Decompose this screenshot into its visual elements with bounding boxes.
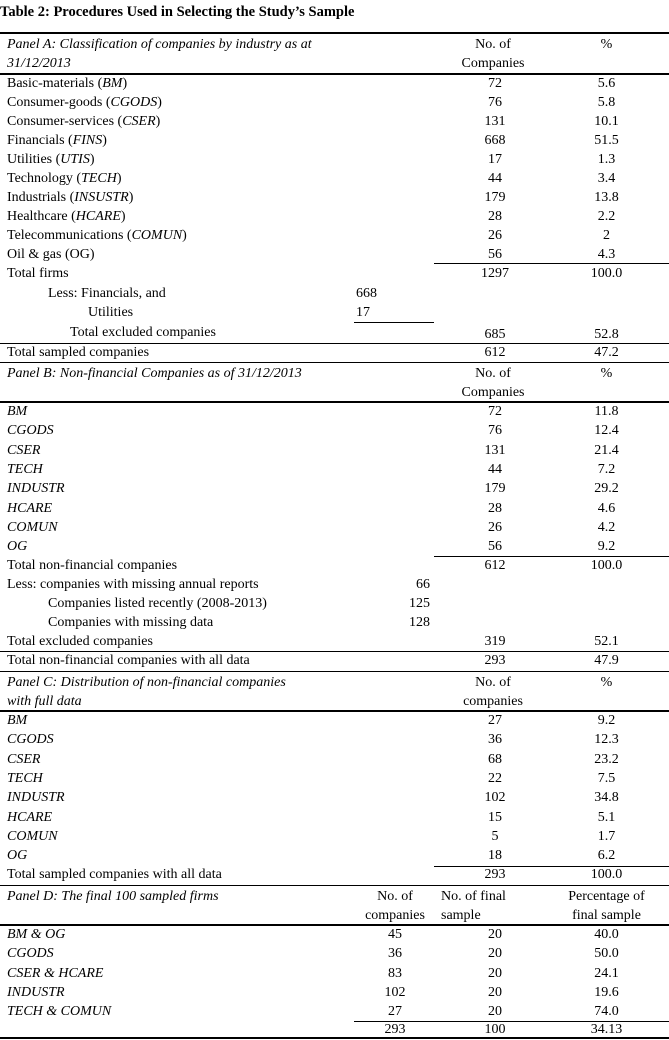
panel-a-less-financials-row (0, 284, 669, 304)
panel-c-title-line1: Panel C: Distribution of non-financial companies (7, 675, 286, 690)
row-percent: 51.5 (594, 133, 619, 148)
row-label: OG (7, 848, 28, 864)
row-percent: 21.4 (594, 442, 619, 458)
row-percent: 74.0 (594, 1004, 619, 1020)
row-count: 15 (488, 809, 502, 825)
row-count: 28 (488, 500, 502, 516)
panel-d-col2-line1: No. of final (441, 889, 506, 904)
row-value: 17 (356, 305, 370, 320)
row-percent: 100.0 (590, 867, 623, 882)
panel-b-end-rule (0, 671, 669, 672)
row-percent: 7.2 (597, 461, 616, 477)
row-percent: 19.6 (594, 984, 619, 1000)
industry-close: ) (102, 133, 107, 148)
row-percent: 34.13 (590, 1022, 623, 1037)
row-label: TECH (7, 770, 43, 786)
row-final: 20 (488, 984, 502, 1000)
row-final: 20 (488, 1004, 502, 1020)
row-percent: 7.5 (597, 770, 616, 786)
row-label: Total excluded companies (70, 325, 216, 340)
industry-close: ) (155, 114, 161, 129)
row-label: HCARE (7, 809, 53, 825)
row-count: 72 (488, 404, 502, 419)
row-label: CGODS (7, 423, 54, 439)
row-final: 100 (484, 1022, 506, 1037)
row-count: 76 (488, 423, 502, 439)
row-count: 5 (491, 828, 499, 844)
row-count: 179 (484, 481, 506, 497)
row-count: 131 (484, 114, 506, 129)
panel-d-row (0, 925, 669, 945)
industry-close: ) (89, 152, 95, 167)
row-companies: 27 (388, 1004, 402, 1020)
panel-d-col2-line2: sample (441, 908, 481, 923)
row-count: 44 (488, 171, 502, 186)
panel-c-row (0, 730, 669, 750)
row-count: 44 (488, 461, 502, 477)
row-label: INDUSTR (7, 984, 65, 1000)
row-count: 293 (484, 653, 506, 668)
panel-a-col-no-line2: Companies (461, 56, 525, 71)
row-label: BM (7, 404, 28, 419)
row-percent: 10.1 (594, 114, 619, 129)
row-label: Total non-financial companies (7, 558, 178, 573)
panel-a-row (0, 169, 669, 189)
row-percent: 47.9 (594, 653, 619, 668)
row-companies: 83 (388, 965, 402, 981)
row-label: CGODS (7, 732, 54, 748)
row-percent: 100.0 (590, 266, 623, 281)
row-count: 27 (488, 713, 502, 728)
row-final: 20 (488, 965, 502, 981)
panel-d-row (0, 983, 669, 1003)
row-label: Companies with missing data (48, 615, 214, 630)
panel-a-total-excluded-values (0, 322, 669, 342)
row-count: 26 (488, 228, 502, 243)
row-count: 76 (488, 95, 502, 110)
row-percent: 13.8 (594, 190, 619, 205)
row-label: INDUSTR (7, 790, 65, 806)
row-label: Utilities (88, 305, 134, 320)
panel-d-col3-line1: Percentage of (568, 889, 645, 904)
panel-c-row (0, 750, 669, 770)
panel-a-row (0, 131, 669, 151)
panel-c-total-row (0, 865, 669, 885)
row-percent: 47.2 (594, 345, 619, 360)
panel-c-col-no-line1: No. of (475, 675, 511, 690)
row-percent: 12.4 (594, 423, 619, 439)
row-count: 131 (484, 442, 506, 458)
panel-c-row (0, 769, 669, 789)
panel-a-row (0, 226, 669, 246)
row-label: TECH & COMUN (7, 1004, 112, 1020)
row-count: 612 (484, 558, 506, 573)
row-label: CSER (7, 751, 41, 767)
panel-b-col-no-line2: Companies (461, 385, 525, 400)
panel-c-row (0, 808, 669, 828)
industry-name: Consumer-services ( (7, 114, 123, 129)
row-value: 66 (416, 577, 430, 592)
row-percent: 34.8 (594, 790, 619, 806)
top-rule (0, 32, 669, 34)
row-label: BM & OG (7, 927, 66, 942)
industry-name: Industrials ( (7, 190, 75, 205)
industry-abbr: INSUSTR (74, 190, 129, 205)
row-percent: 52.8 (594, 327, 619, 342)
panel-b-total-nonfin-row (0, 556, 669, 576)
industry-name: Basic-materials ( (7, 76, 103, 91)
panel-a-row (0, 93, 669, 113)
row-value: 125 (409, 596, 430, 611)
industry-name: Financials ( (7, 133, 73, 148)
row-value: 668 (356, 286, 377, 301)
panel-a-total-firms-row (0, 264, 669, 284)
row-percent: 23.2 (594, 751, 619, 767)
row-label (7, 207, 126, 227)
panel-c-row (0, 827, 669, 847)
industry-abbr: BM (102, 76, 123, 91)
table-title: Table 2: Procedures Used in Selecting the Study’s Sample (0, 4, 355, 20)
row-count: 1297 (481, 266, 509, 281)
panel-b-row (0, 537, 669, 557)
row-count: 293 (484, 867, 506, 882)
row-label (7, 112, 160, 132)
row-percent: 1.7 (597, 828, 616, 844)
row-percent: 40.0 (594, 927, 619, 942)
row-label: Less: companies with missing annual reports (7, 577, 259, 592)
row-percent: 2 (603, 228, 610, 243)
row-value: 128 (409, 615, 430, 630)
row-count: 102 (484, 790, 506, 806)
panel-d-col1-line1: No. of (377, 889, 413, 904)
row-label (7, 245, 95, 265)
industry-close: ) (157, 95, 162, 110)
row-percent: 9.2 (597, 713, 616, 728)
row-count: 36 (488, 732, 502, 748)
panel-b-missing-data-row (0, 613, 669, 633)
panel-b-row (0, 441, 669, 461)
row-count: 56 (488, 247, 502, 262)
row-label: INDUSTR (7, 481, 65, 497)
panel-d-col1-line2: companies (365, 908, 425, 923)
row-label: Total sampled companies (7, 345, 150, 360)
industry-name: Telecommunications ( (7, 228, 132, 243)
row-percent: 4.6 (597, 500, 616, 516)
panel-b-row (0, 460, 669, 480)
industry-close: ) (122, 76, 128, 91)
row-count: 685 (484, 327, 506, 342)
row-count: 179 (484, 190, 506, 205)
row-label (7, 169, 122, 189)
industry-abbr: CGODS (110, 95, 158, 110)
row-label: Companies listed recently (2008-2013) (48, 596, 267, 611)
panel-d-row (0, 1002, 669, 1022)
industry-abbr: HCARE (75, 209, 121, 224)
industry-abbr: CSER (122, 114, 156, 129)
panel-c-end-rule (0, 885, 669, 886)
row-label: OG (7, 539, 28, 555)
row-percent: 5.8 (597, 95, 616, 110)
row-label: Total excluded companies (7, 634, 153, 649)
industry-close: ) (128, 190, 134, 205)
industry-name: Consumer-goods ( (7, 95, 111, 110)
row-label: Less: Financials, and (48, 286, 166, 301)
panel-a-title-line1: Panel A: Classification of companies by industry as at (7, 37, 312, 52)
industry-name: Utilities ( (7, 152, 61, 167)
panel-d-title: Panel D: The final 100 sampled firms (7, 889, 219, 904)
panel-c-row (0, 711, 669, 731)
row-count: 668 (484, 133, 506, 148)
panel-a-total-sampled-row (0, 343, 669, 363)
row-label: Total firms (7, 266, 69, 281)
panel-c-title-line2: with full data (7, 694, 82, 709)
panel-b-row (0, 421, 669, 441)
industry-close: ) (182, 228, 187, 243)
row-percent: 9.2 (597, 539, 616, 555)
panel-c-col-no-line2: companies (463, 694, 523, 709)
row-count: 72 (488, 76, 502, 91)
panel-a-row (0, 112, 669, 132)
row-label: CSER & HCARE (7, 965, 104, 981)
row-count: 18 (488, 848, 502, 864)
row-count: 612 (484, 345, 506, 360)
row-percent: 4.2 (597, 519, 616, 535)
panel-c-col-pct: % (600, 675, 613, 690)
row-label (7, 74, 127, 94)
row-label (7, 188, 133, 208)
row-final: 20 (488, 946, 502, 962)
row-percent: 4.3 (597, 247, 616, 262)
panel-b-row (0, 479, 669, 499)
panel-b-total-excluded-row (0, 632, 669, 652)
row-label: CGODS (7, 946, 54, 962)
panel-a-row (0, 245, 669, 265)
row-percent: 29.2 (594, 481, 619, 497)
row-label (7, 131, 107, 151)
row-label: TECH (7, 461, 43, 477)
row-percent: 6.2 (597, 848, 616, 864)
row-count: 68 (488, 751, 502, 767)
industry-name: Healthcare ( (7, 209, 76, 224)
row-percent: 5.6 (597, 76, 616, 91)
panel-a-title-line2: 31/12/2013 (7, 56, 71, 71)
row-percent: 12.3 (594, 732, 619, 748)
row-final: 20 (488, 927, 502, 942)
panel-b-title: Panel B: Non-financial Companies as of 31/12/2013 (7, 366, 302, 381)
panel-c-row (0, 846, 669, 866)
row-count: 56 (488, 539, 502, 555)
panel-a-end-rule (0, 362, 669, 363)
row-percent: 50.0 (594, 946, 619, 962)
row-percent: 11.8 (594, 404, 619, 419)
row-count: 22 (488, 770, 502, 786)
row-label: Total sampled companies with all data (7, 867, 222, 882)
row-label: CSER (7, 442, 41, 458)
row-count: 28 (488, 209, 502, 224)
panel-d-row (0, 964, 669, 984)
panel-d-col3-line2: final sample (572, 908, 641, 923)
panel-a-row (0, 150, 669, 170)
panel-b-col-pct: % (600, 366, 613, 381)
industry-close: ) (120, 209, 126, 224)
industry-name: Oil & gas (OG) (7, 247, 95, 262)
row-percent: 3.4 (597, 171, 616, 186)
row-companies: 293 (384, 1022, 406, 1037)
panel-b-row (0, 402, 669, 422)
panel-b-col-no-line1: No. of (475, 366, 511, 381)
panel-b-less-missing-row (0, 575, 669, 595)
row-label (7, 150, 95, 170)
row-count: 17 (488, 152, 502, 167)
row-companies: 36 (388, 946, 402, 962)
row-count: 26 (488, 519, 502, 535)
panel-c-row (0, 788, 669, 808)
industry-abbr: UTIS (60, 152, 90, 167)
panel-a-less-utilities-row (0, 303, 669, 323)
row-count: 319 (484, 634, 506, 649)
panel-b-total-alldata-row (0, 651, 669, 671)
row-percent: 1.3 (597, 152, 616, 167)
panel-d-row (0, 944, 669, 964)
panel-a-col-pct: % (600, 37, 613, 52)
row-percent: 100.0 (590, 558, 623, 573)
row-companies: 45 (388, 927, 402, 942)
row-companies: 102 (384, 984, 406, 1000)
industry-abbr: FINS (72, 133, 103, 148)
industry-abbr: COMUN (131, 228, 183, 243)
panel-a-col-no-line1: No. of (475, 37, 511, 52)
panel-a-row (0, 74, 669, 94)
industry-abbr: TECH (81, 171, 117, 186)
row-label (7, 226, 187, 246)
panel-b-row (0, 518, 669, 538)
row-label (7, 93, 162, 113)
panel-b-listed-recent-row (0, 594, 669, 614)
row-percent: 2.2 (597, 209, 616, 224)
row-label: Total non-financial companies with all data (7, 653, 250, 668)
row-label: COMUN (7, 519, 58, 535)
row-label: BM (7, 713, 28, 728)
row-percent: 24.1 (594, 965, 619, 981)
panel-a-row (0, 207, 669, 227)
row-percent: 5.1 (597, 809, 616, 825)
panel-b-row (0, 499, 669, 519)
panel-a-row (0, 188, 669, 208)
industry-name: Technology ( (7, 171, 82, 186)
row-label: COMUN (7, 828, 58, 844)
row-percent: 52.1 (594, 634, 619, 649)
industry-close: ) (116, 171, 122, 186)
row-label: HCARE (7, 500, 53, 516)
